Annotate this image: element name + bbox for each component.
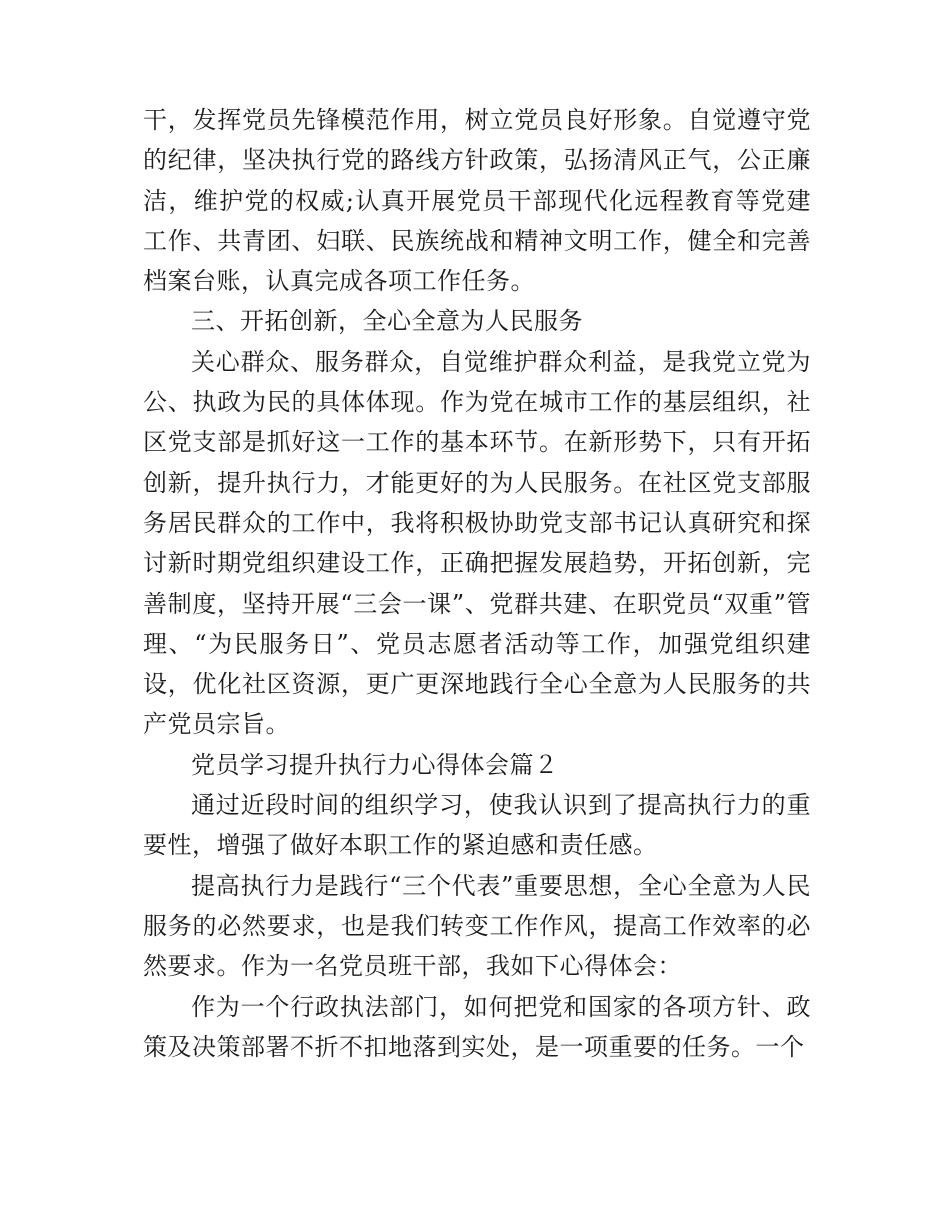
paragraph-4: 提高执行力是践行“三个代表”重要思想，全心全意为人民服务的必然要求，也是我们转变工作作风，提高工作效率的必然要求。作为一名党员班干部，我如下心得体会： xyxy=(143,871,811,981)
document-body xyxy=(143,100,811,1067)
paragraph-3: 通过近段时间的组织学习，使我认识到了提高执行力的重要性，增强了做好本职工作的紧迫感和责任感。 xyxy=(143,791,811,860)
paragraph-2: 关心群众、服务群众，自觉维护群众利益，是我党立党为公、执政为民的具体体现。作为党在城市工作的基层组织，社区党支部是抓好这一工作的基本环节。在新形势下，只有开拓创新，提升执行力，才能更好的为人民服务。在社区党支部服务居民群众的工作中，我将积极协助党支部书记认真研究和探讨新时期党组织建设工作，正确把握发展趋势，开拓创新，完善制度，坚持开展“三会一课”、党群共建、在职党员“双重”管理、“为民服务日”、党员志愿者活动等工作，加强党组织建设，优化社区资源，更广更深地践行全心全意为人民服务的共产党员宗旨。 xyxy=(143,347,811,739)
paragraph-5: 作为一个行政执法部门，如何把党和国家的各项方针、政策及决策部署不折不扣地落到实处，是一项重要的任务。一个 xyxy=(143,992,811,1061)
section-heading-3: 三、开拓创新，全心全意为人民服务 xyxy=(191,307,583,336)
article-title-2: 党员学习提升执行力心得体会篇２ xyxy=(191,750,559,779)
paragraph-1: 干，发挥党员先锋模范作用，树立党员良好形象。自觉遵守党的纪律，坚决执行党的路线方针政策，弘扬清风正气，公正廉洁，维护党的权威;认真开展党员干部现代化远程教育等党建工作、共青团、妇联、民族统战和精神文明工作，健全和完善档案台账，认真完成各项工作任务。 xyxy=(143,106,811,296)
